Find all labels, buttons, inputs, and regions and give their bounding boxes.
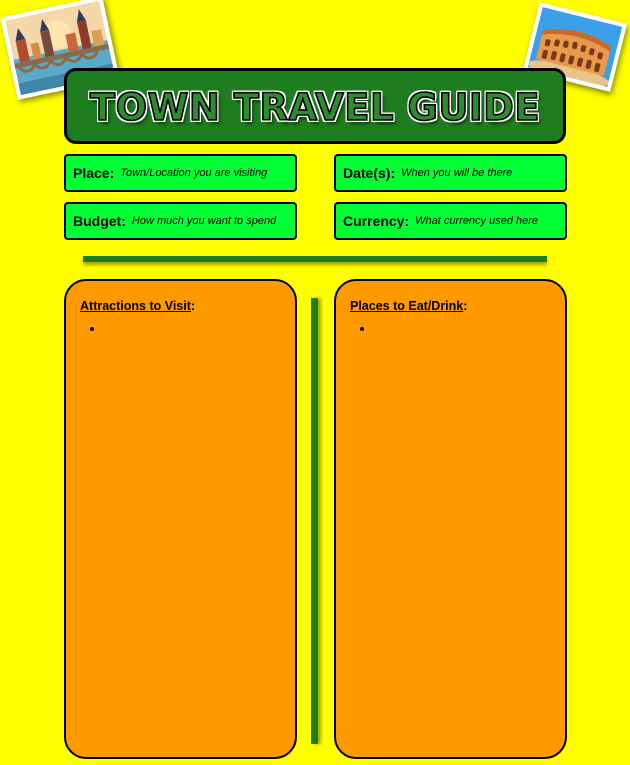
- places-list: [350, 321, 551, 335]
- place-field[interactable]: [64, 154, 297, 192]
- list-item[interactable]: [104, 321, 281, 335]
- list-item[interactable]: [374, 321, 551, 335]
- places-heading-colon: :: [463, 299, 468, 313]
- budget-field[interactable]: [64, 202, 297, 240]
- title-banner: [64, 68, 566, 144]
- place-label: Place:: [73, 165, 115, 181]
- places-heading: Places to Eat/Drink: [350, 299, 464, 313]
- dates-label: Date(s):: [343, 165, 396, 181]
- place-hint: Town/Location you are visiting: [120, 167, 268, 179]
- currency-label: Currency:: [343, 213, 410, 229]
- attractions-heading: Attractions to Visit: [80, 299, 191, 313]
- budget-label: Budget:: [73, 213, 126, 229]
- page-title: TOWN TRAVEL GUIDE: [89, 85, 541, 129]
- budget-hint: How much you want to spend: [131, 215, 277, 227]
- dates-hint: When you will be there: [401, 167, 513, 179]
- dates-field[interactable]: [334, 154, 567, 192]
- horizontal-divider: [83, 256, 547, 262]
- attractions-heading-colon: :: [190, 299, 196, 313]
- attractions-list: [80, 321, 281, 335]
- vertical-divider: [311, 298, 318, 744]
- attractions-panel[interactable]: [64, 279, 297, 759]
- currency-hint: What currency used here: [415, 215, 539, 227]
- currency-field[interactable]: [334, 202, 567, 240]
- places-panel[interactable]: [334, 279, 567, 759]
